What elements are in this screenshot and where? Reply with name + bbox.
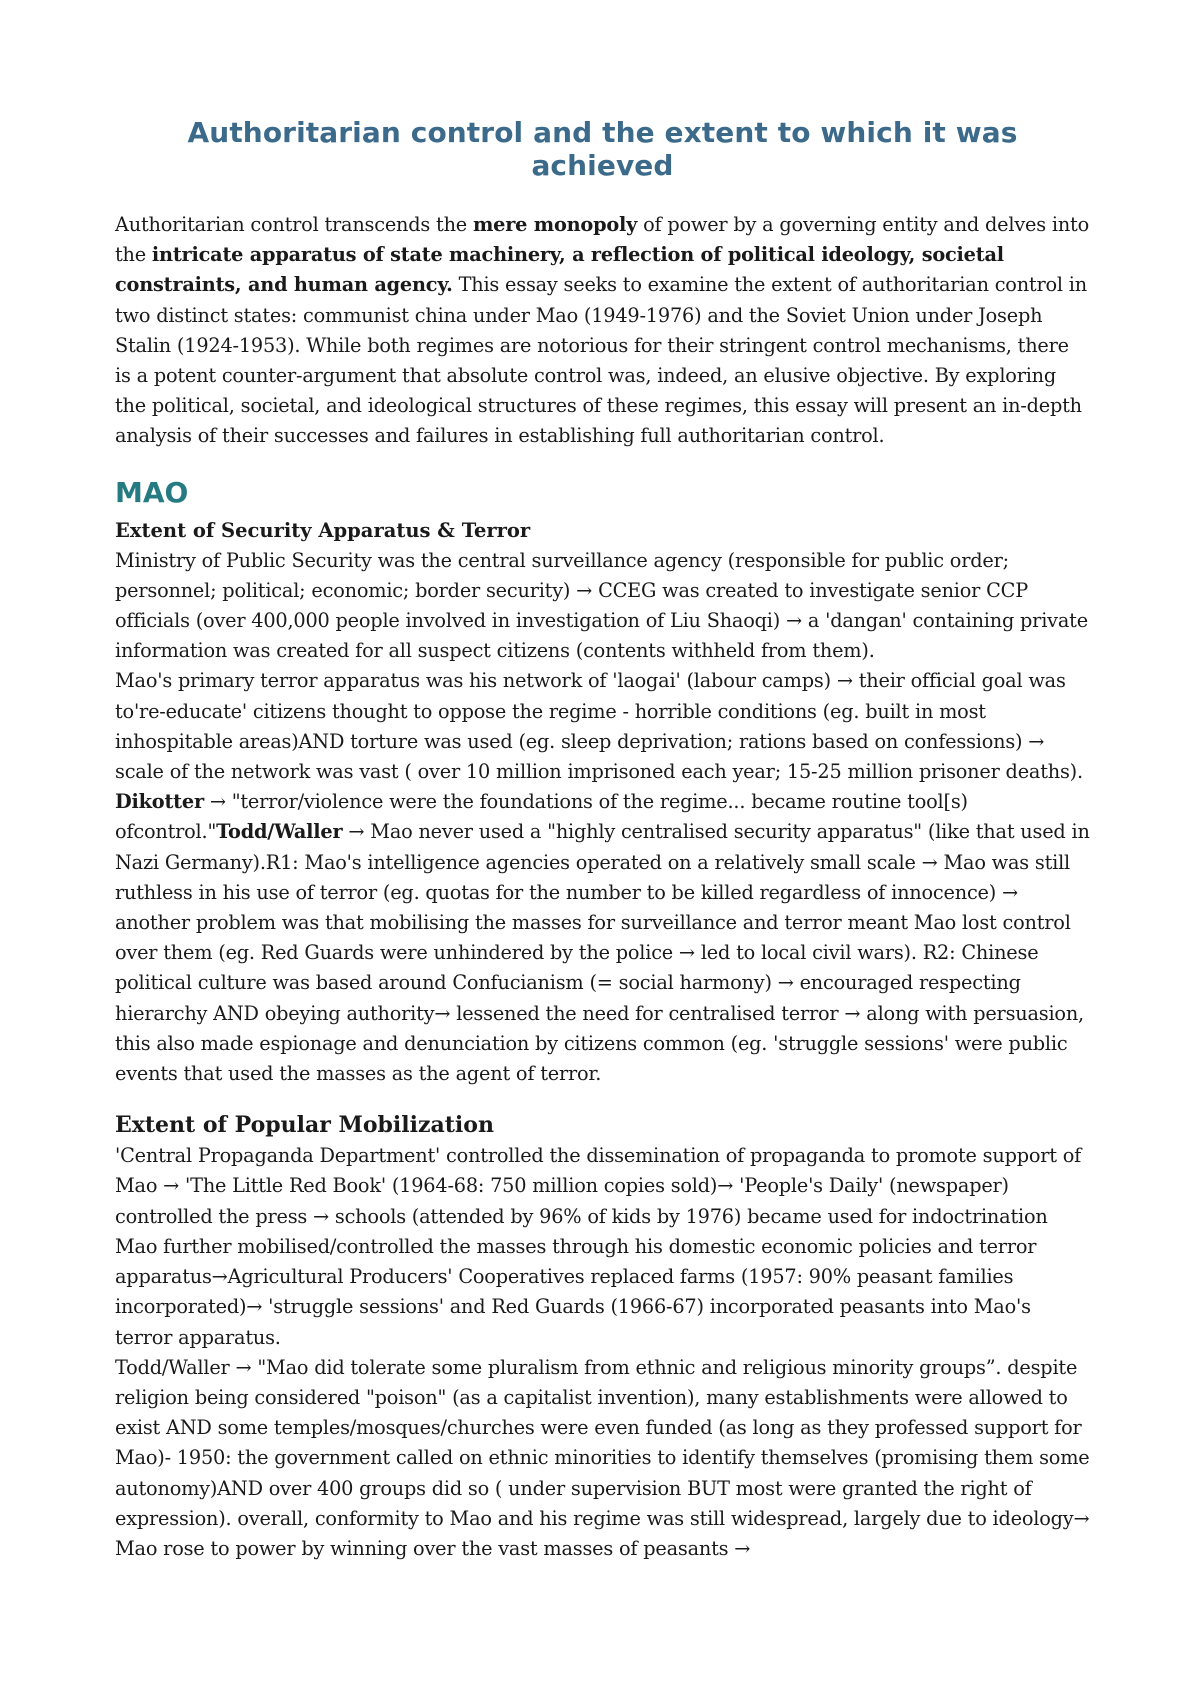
intro-text-1: Authoritarian control transcends the (115, 213, 473, 236)
subheading-mobilization: Extent of Popular Mobilization (115, 1112, 494, 1139)
subheading-security: Extent of Security Apparatus & Terror (115, 518, 531, 542)
intro-text-2: of power by a governing entity and delves into the (115, 213, 1089, 267)
intro-text-3: This essay seeks to examine the extent of authoritarian control in two distinct states: communist china under Mao (1949-1976) and the Soviet Union under Joseph Stalin (1924-1953). While both regimes are notorious for their stringent control mechanisms, there is a potent counter-argument that absolute control was, indeed, an elusive objective. By exploring the political, societal, and ideological structures of these regimes, this essay will present an in-depth analysis of their successes and failures in establishing full authoritarian control. (115, 273, 1087, 448)
intro-bold-1: mere monopoly (472, 213, 638, 236)
security-text-3: → Mao never used a "highly centralised security apparatus" (like that used in Nazi Germany).R1: Mao's intelligence agencies operated on a relatively small scale → Mao was still ruthless in his use of terror (eg. quotas for the number to be killed regardless of innocence) → another problem was that mobilising the masses for surveillance and terror meant Mao lost control over them (eg. Red Guards were unhindered by the police → led to local civil wars). R2: Chinese political culture was based around Confucianism (= social harmony) → encouraged respecting hierarchy AND obeying authority→ lessened the need for centralised terror → along with persuasion, this also made espionage and denunciation by citizens common (eg. 'struggle sessions' were public events that used the masses as the agent of terror. (115, 820, 1090, 1086)
security-text-2: → "terror/violence were the foundations of the regime... became routine tool[s) ofcontrol." (115, 790, 968, 844)
security-bold-dikotter: Dikotter (115, 790, 204, 814)
security-paragraph-2 (115, 666, 1090, 1089)
mobilization-paragraph-1: 'Central Propaganda Department' controlled the dissemination of propaganda to promote support of Mao → 'The Little Red Book' (1964-68: 750 million copies sold)→ 'People's Daily' (newspaper) controlled the press → schools (attended by 96% of kids by 1976) became used for indoctrination Mao further mobilised/controlled the masses through his domestic economic policies and terror apparatus→Agricultural Producers' Cooperatives replaced farms (1957: 90% peasant families incorporated)→ 'struggle sessions' and Red Guards (1966-67) incorporated peasants into Mao's terror apparatus. (115, 1144, 1082, 1349)
intro-bold-2: intricate apparatus of state machinery, a reflection of political ideology, societal constraints, and human agency. (115, 243, 1004, 297)
section-heading-mao: MAO (115, 475, 189, 509)
mobilization-paragraph-2: Todd/Waller → "Mao did tolerate some pluralism from ethnic and religious minority groups”. despite religion being considered "poison" (as a capitalist invention), many establishments were allowed to exist AND some temples/mosques/churches were even funded (as long as they professed support for Mao)- 1950: the government called on ethnic minorities to identify themselves (promising them some autonomy)AND over 400 groups did so ( under supervision BUT most were granted the right of expression). overall, conformity to Mao and his regime was still widespread, largely due to ideology→ Mao rose to power by winning over the vast masses of peasants → (115, 1355, 1090, 1560)
document-title: Authoritarian control and the extent to which it was achieved (187, 116, 1018, 182)
security-bold-todd-waller: Todd/Waller (216, 820, 343, 844)
intro-paragraph (115, 210, 1090, 452)
security-paragraph-1: Ministry of Public Security was the central surveillance agency (responsible for public order; personnel; political; economic; border security) → CCEG was created to investigate senior CCP officials (over 400,000 people involved in investigation of Liu Shaoqi) → a 'dangan' containing private information was created for all suspect citizens (contents withheld from them). (115, 548, 1088, 663)
security-text-1: Mao's primary terror apparatus was his network of 'laogai' (labour camps) → their official goal was to're-educate' citizens thought to oppose the regime - horrible conditions (eg. built in most inhospitable areas)AND torture was used (eg. sleep deprivation; rations based on confessions) → scale of the network was vast ( over 10 million imprisoned each year; 15-25 million prisoner deaths). (115, 669, 1083, 784)
